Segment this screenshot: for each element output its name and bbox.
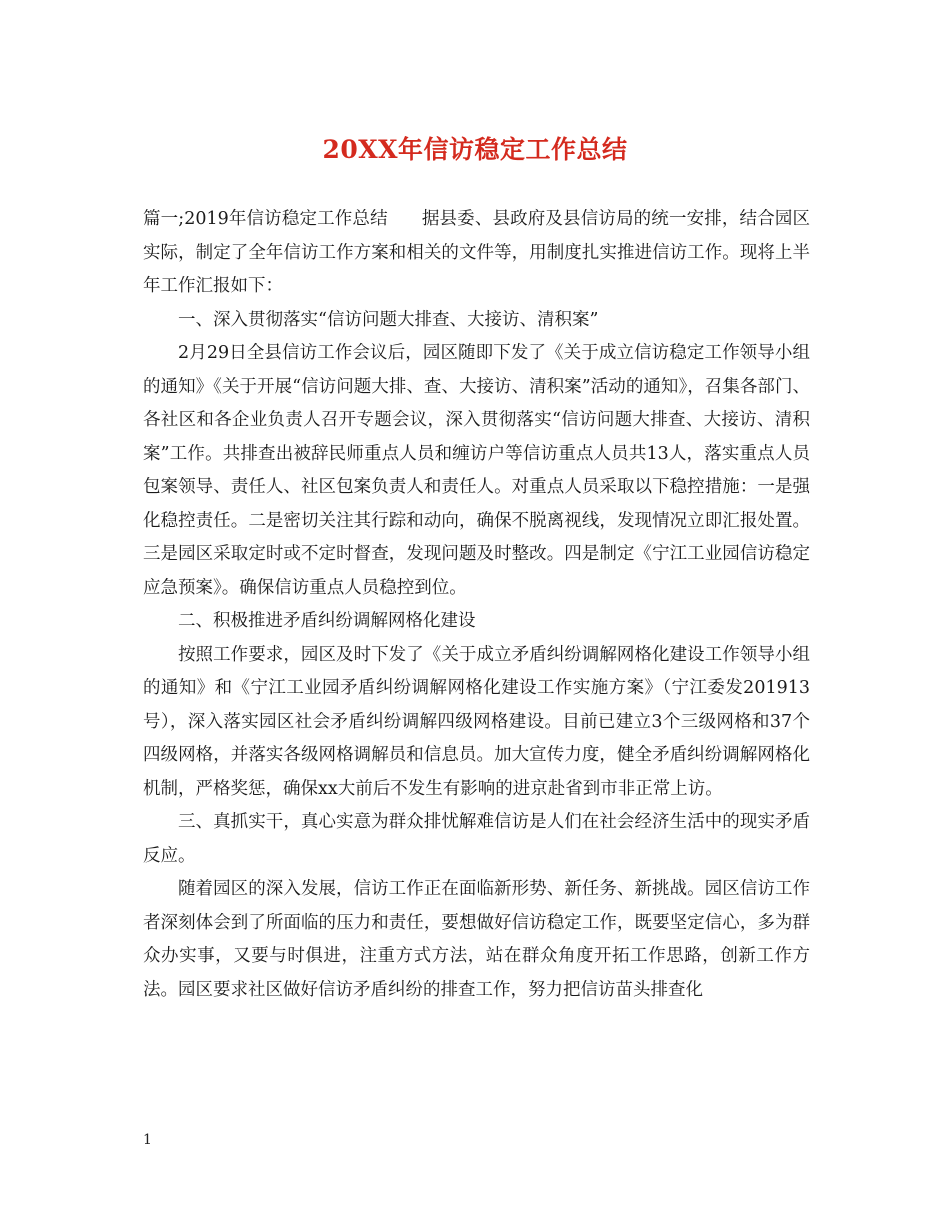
section-heading-3: 三、真抓实干，真心实意为群众排忧解难信访是人们在社会经济生活中的现实矛盾反应。	[143, 812, 810, 866]
intro-paragraph	[143, 203, 810, 304]
page-number: 1	[143, 1132, 152, 1148]
section-paragraph-2: 按照工作要求，园区及时下发了《关于成立矛盾纠纷调解网格化建设工作领导小组的通知》和《宁江工业园矛盾纠纷调解网格化建设工作实施方案》（宁江委发201913号），深入落实园区社会矛盾纠纷调解四级网格建设。目前已建立3个三级网格和37个四级网格，并落实各级网格调解员和信息员。加大宣传力度，健全矛盾纠纷调解网格化机制，严格奖惩，确保xx大前后不发生有影响的进京赴省到市非正常上访。	[143, 644, 810, 799]
intro-heading: 篇一;2019年信访稳定工作总结	[143, 209, 388, 229]
section-heading-2: 二、积极推进矛盾纠纷调解网格化建设	[178, 611, 476, 631]
document-body	[143, 203, 810, 1007]
section-paragraph-1: 2月29日全县信访工作会议后，园区随即下发了《关于成立信访稳定工作领导小组的通知》《关于开展“信访问题大排、查、大接访、清积案”活动的通知》，召集各部门、各社区和各企业负责人召开专题会议，深入贯彻落实“信访问题大排查、大接访、清积案”工作。共排查出被辞民师重点人员和缠访户等信访重点人员共13人，落实重点人员包案领导、责任人、社区包案负责人和责任人。对重点人员采取以下稳控措施：一是强化稳控责任。二是密切关注其行踪和动向，确保不脱离视线，发现情况立即汇报处置。三是园区采取定时或不定时督查，发现问题及时整改。四是制定《宁江工业园信访稳定应急预案》。确保信访重点人员稳控到位。	[143, 343, 810, 598]
document-title: 20XX年信访稳定工作总结	[322, 135, 628, 164]
intro-text: 据县委、县政府及县信访局的统一安排，结合园区实际，制定了全年信访工作方案和相关的文件等，用制度扎实推进信访工作。现将上半年工作汇报如下：	[143, 209, 810, 296]
section-paragraph-3: 随着园区的深入发展，信访工作正在面临新形势、新任务、新挑战。园区信访工作者深刻体会到了所面临的压力和责任，要想做好信访稳定工作，既要坚定信心，多为群众办实事，又要与时俱进，注重方式方法，站在群众角度开拓工作思路，创新工作方法。园区要求社区做好信访矛盾纠纷的排查工作，努力把信访苗头排查化	[143, 879, 810, 1000]
section-heading-1: 一、深入贯彻落实“信访问题大排查、大接访、清积案”	[178, 309, 599, 330]
